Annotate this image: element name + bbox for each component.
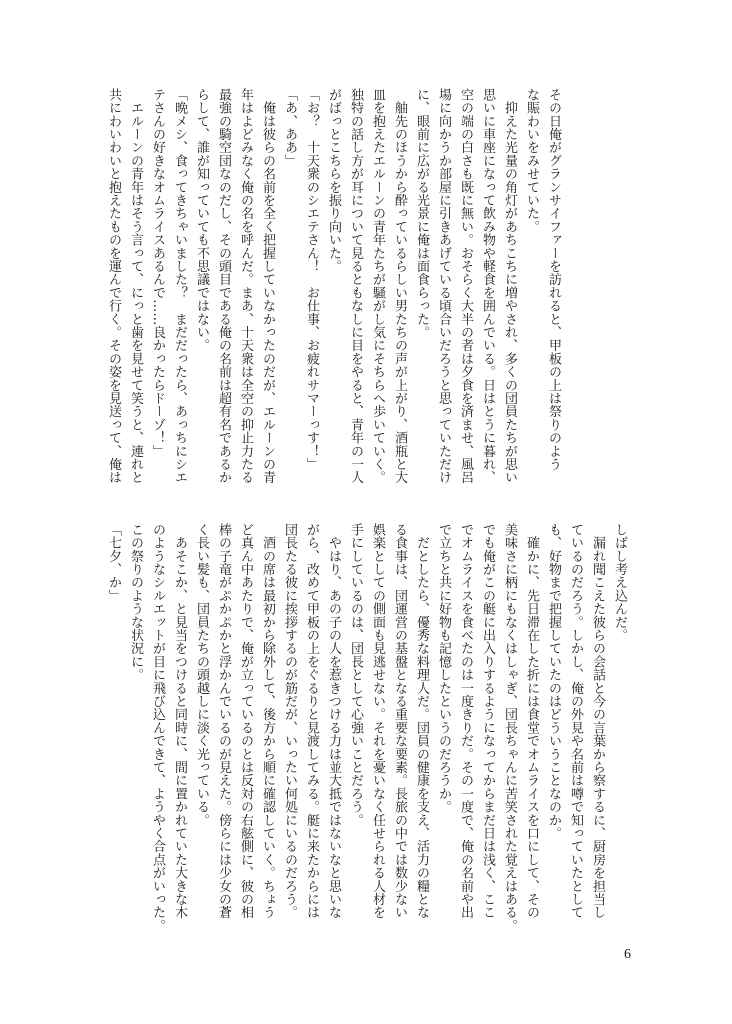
- text-line: 空の端の白さも既に無い。おそらく大半の者は夕食を済ませ、風呂: [458, 88, 473, 484]
- upper-text-block: [102, 88, 564, 488]
- text-line: だとしたら、優秀な料理人だ。団員の健康を支え、活力の糧とな: [414, 523, 429, 919]
- text-line: 酒の席は最初から除外して、後方から順に確認していく。ちょう: [260, 523, 275, 919]
- text-line: 俺は彼らの名前を全く把握していなかったのだが、エルーンの青: [260, 88, 275, 484]
- text-line: 年はよどみなく俺の名を呼んだ。まあ、十天衆は全空の抑止力たる: [238, 88, 253, 484]
- text-line: に、眼前に広がる光景に俺は面食らった。: [414, 88, 429, 339]
- text-line: 確かに、先日滞在した折には食堂でオムライスを口にして、その: [524, 523, 539, 919]
- text-line: あそこか、と見当をつけると同時に、間に置かれていた大きな木: [172, 523, 187, 919]
- text-line: る食事は、団運営の基盤となる重要な要素。長旅の中では数少ない: [392, 523, 407, 919]
- text-line: も、好物まで把握していたのはどういうことなのか。: [546, 523, 561, 840]
- text-line: ているのだろう。しかし、俺の外見や名前は噂で知っていたとして: [568, 523, 583, 919]
- text-line: 思いに車座になって飲み物や軽食を囲んでいる。日はとうに暮れ、: [480, 88, 495, 484]
- text-line: その日俺がグランサイファーを訪れると、甲板の上は祭りのよう: [546, 88, 561, 471]
- page-number: 6: [624, 947, 631, 962]
- text-line: 「七夕、か」: [106, 523, 121, 603]
- text-line: がばっとこちらを振り向いた。: [326, 88, 341, 273]
- text-line: 「あ、ああ」: [282, 88, 297, 168]
- text-line: やはり、あの子の人を惹きつける力は並大抵ではないなと思いな: [326, 523, 341, 919]
- text-line: 独特の話し方が耳について見るともなしに目をやると、青年の一人: [348, 88, 363, 484]
- text-line: エルーンの青年はそう言って、にっと歯を見せて笑うと、連れと: [128, 88, 143, 484]
- text-line: 「晩メシ、食ってきちゃいました？ まだだったら、あっちにシエ: [172, 88, 187, 484]
- text-line: 団長たる彼に挨拶するのが筋だが、いったい何処にいるのだろう。: [282, 523, 297, 919]
- text-line: テさんの好きなオムライスあるんで……良かったらドーゾ！」: [150, 88, 165, 458]
- text-line: がら、改めて甲板の上をぐるりと見渡してみる。艇に来たからには: [304, 523, 319, 919]
- text-line: らして、誰が知っていても不思議ではない。: [194, 88, 209, 352]
- text-line: のようなシルエットが目に飛び込んできて、ようやく合点がいった。: [150, 523, 165, 933]
- text-line: で立ちと共に好物も記憶したというのだろうか。: [436, 523, 451, 814]
- text-line: でも俺がこの艇に出入りするようになってからまだ日は浅く、ここ: [480, 523, 495, 919]
- text-line: 最強の騎空団なのだし、その頭目である俺の名前は超有名であるか: [216, 88, 231, 484]
- text-line: でオムライスを食べたのは一度きりだ。その一度で、俺の名前や出: [458, 523, 473, 919]
- text-line: 漏れ聞こえた彼らの会話と今の言葉から察するに、厨房を担当し: [590, 523, 605, 919]
- lower-text-block: [102, 523, 630, 933]
- text-line: この祭りのような状況に。: [128, 523, 143, 682]
- text-line: 抑えた光量の角灯があちこちに増やされ、多くの団員たちが思い: [502, 88, 517, 484]
- text-line: 舳先のほうから酔っているらしい男たちの声が上がり、酒瓶と大: [392, 88, 407, 484]
- text-line: 皿を抱えたエルーンの青年たちが騒がし気にそちらへ歩いていく。: [370, 88, 385, 484]
- text-line: く長い髪も、団員たちの頭越しに淡く光っている。: [194, 523, 209, 827]
- text-line: 場に向かうか部屋に引きあげている頃合いだろうと思っていただけ: [436, 88, 451, 484]
- text-line: ど真ん中あたりで、俺が立っているのとは反対の右舷側に、彼の相: [238, 523, 253, 919]
- text-line: 棒の子竜がぷかぷかと浮かんでいるのが見えた。傍らには少女の蒼: [216, 523, 231, 919]
- text-line: 美味さに柄にもなくはしゃぎ、団長ちゃんに苦笑された覚えはある。: [502, 523, 517, 933]
- text-line: 「お？ 十天衆のシエテさん！ お仕事、お疲れサマーっす！」: [304, 88, 319, 471]
- text-line: な賑わいをみせていた。: [524, 88, 539, 234]
- text-line: しばし考え込んだ。: [612, 523, 627, 642]
- text-line: 娯楽としての側面も見逃せない。それを憂いなく任せられる人材を: [370, 523, 385, 919]
- text-line: 共にわいわいと抱えたものを運んで行く。その姿を見送って、俺は: [106, 88, 121, 484]
- text-line: 手にしているのは、団長として心強いことだろう。: [348, 523, 363, 827]
